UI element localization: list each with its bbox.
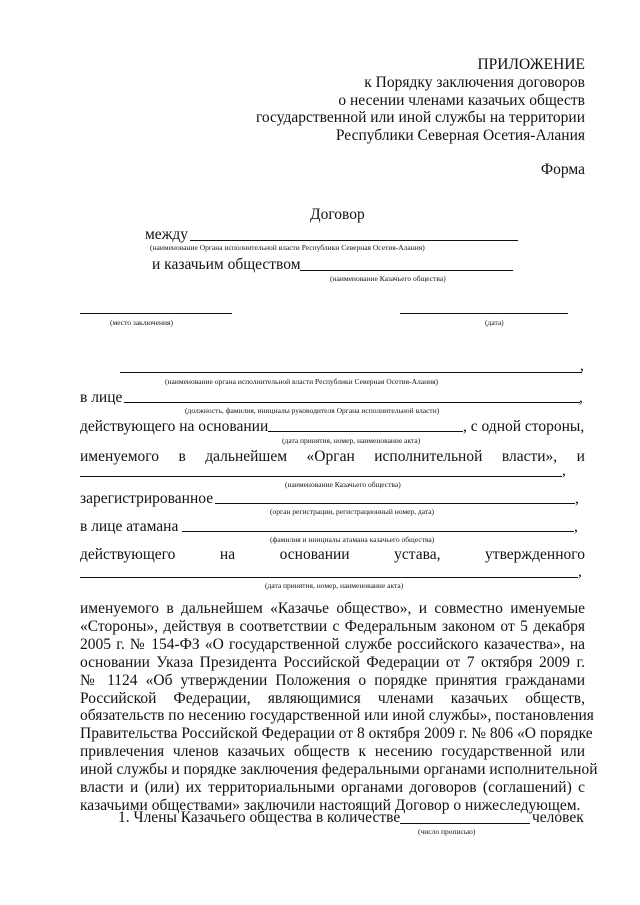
acting-basis-label: действующего на основании bbox=[80, 418, 269, 435]
field-caption: (число прописью) bbox=[418, 827, 476, 836]
ataman-name-line[interactable] bbox=[182, 531, 574, 532]
comma: , bbox=[575, 490, 579, 507]
text-line: основании Указа Президента Российской Федерации от 7 октября 2009 г. bbox=[80, 653, 585, 671]
and-society-label: и казачьим обществом bbox=[152, 256, 301, 273]
ataman-label: в лице атамана bbox=[80, 518, 179, 535]
field-caption: (дата) bbox=[485, 318, 504, 327]
field-caption: (должность, фамилия, инициалы руководителя Органа исполнительной власти) bbox=[185, 406, 440, 415]
organ-full-name-line[interactable] bbox=[120, 372, 582, 373]
act-line[interactable] bbox=[268, 431, 463, 432]
word: исполнительной bbox=[374, 448, 483, 465]
field-caption: (наименование Казачьего общества) bbox=[330, 274, 446, 283]
text-line: «Стороны», действуя в соответствии с Федеральным законом от 5 декабря bbox=[80, 617, 585, 635]
contract-preamble bbox=[80, 600, 598, 815]
text-line: 2005 г. № 154-ФЗ «О государственной службе российского казачества», на bbox=[80, 635, 585, 653]
one-side-text: , с одной стороны, bbox=[463, 418, 585, 435]
organ-name-line[interactable] bbox=[190, 240, 518, 241]
document-title: Договор bbox=[310, 206, 365, 223]
comma: , bbox=[580, 357, 584, 374]
text-line: власти и (или) их территориальными органами договоров (соглашений) с bbox=[80, 779, 585, 797]
head-position-line[interactable] bbox=[124, 402, 580, 403]
text-line: иной службы и порядке заключения федеральными органами исполнительной bbox=[80, 761, 598, 779]
in-person-label: в лице bbox=[80, 389, 123, 406]
charter-approval-line[interactable] bbox=[80, 577, 578, 578]
appendix-line: о несении членами казачьих обществ bbox=[338, 92, 585, 109]
field-caption: (дата принятия, номер, наименование акта) bbox=[282, 436, 421, 445]
hereinafter-line bbox=[80, 448, 585, 466]
form-label: Форма bbox=[540, 161, 585, 178]
text-line: обязательств по несению государственной или иной службы», постановления bbox=[80, 707, 594, 725]
word: и bbox=[576, 448, 585, 465]
word: дальнейшем bbox=[205, 448, 288, 465]
word: «Орган bbox=[306, 448, 355, 465]
text-line: № 1124 «Об утверждении Положения о порядке принятия гражданами bbox=[80, 671, 585, 689]
appendix-title: ПРИЛОЖЕНИЕ bbox=[477, 56, 585, 73]
appendix-line: к Порядку заключения договоров bbox=[364, 74, 585, 91]
registration-line[interactable] bbox=[215, 503, 575, 504]
word: действующего bbox=[80, 546, 176, 563]
field-caption: (наименование Казачьего общества) bbox=[285, 480, 401, 489]
acting-charter-line bbox=[80, 546, 585, 564]
between-label: между bbox=[145, 226, 189, 243]
clause-1-text: 1. Члены Казачьего общества в количестве bbox=[118, 809, 401, 826]
registered-label: зарегистрированное bbox=[80, 490, 214, 507]
field-caption: (орган регистрации, регистрационный номер, дата) bbox=[270, 507, 435, 516]
field-caption: (место заключения) bbox=[110, 318, 173, 327]
appendix-line: Республики Северная Осетия-Алания bbox=[335, 127, 585, 144]
word: устава, bbox=[394, 546, 441, 563]
field-caption: (наименование органа исполнительной власти Республики Северная Осетия-Алания) bbox=[165, 377, 439, 386]
word: основании bbox=[279, 546, 350, 563]
society-full-name-line[interactable] bbox=[80, 476, 562, 477]
date-line[interactable] bbox=[400, 313, 568, 314]
comma: , bbox=[579, 389, 583, 406]
text-line: казачьими обществами» заключили настоящий Договор о нижеследующем. bbox=[80, 796, 581, 814]
place-line[interactable] bbox=[80, 313, 232, 314]
appendix-line: государственной или иной службы на территории bbox=[255, 109, 585, 126]
field-caption: (фамилия и инициалы атамана казачьего общества) bbox=[270, 535, 435, 544]
comma: , bbox=[578, 563, 582, 580]
text-line: привлечения членов казачьих обществ к несению государственной или bbox=[80, 743, 585, 761]
field-caption: (дата принятия, номер, наименование акта) bbox=[265, 581, 404, 590]
text-line: Правительства Российской Федерации от 8 октября 2009 г. № 806 «О порядке bbox=[80, 725, 593, 743]
word: именуемого bbox=[80, 448, 159, 465]
word: в bbox=[178, 448, 186, 465]
word: на bbox=[219, 546, 236, 563]
text-line: Российской Федерации, являющимися членами казачьих обществ, bbox=[80, 689, 585, 707]
word: власти», bbox=[501, 448, 558, 465]
society-name-line[interactable] bbox=[300, 270, 513, 271]
comma: , bbox=[562, 462, 566, 479]
comma: , bbox=[574, 518, 578, 535]
text-line: именуемого в дальнейшем «Казачье общество», и совместно именуемые bbox=[80, 600, 585, 617]
word: утвержденного bbox=[485, 546, 585, 563]
clause-1-tail: человек bbox=[532, 809, 584, 826]
field-caption: (наименование Органа исполнительной власти Республики Северная Осетия-Алания) bbox=[150, 243, 425, 252]
member-count-line[interactable] bbox=[400, 823, 530, 824]
